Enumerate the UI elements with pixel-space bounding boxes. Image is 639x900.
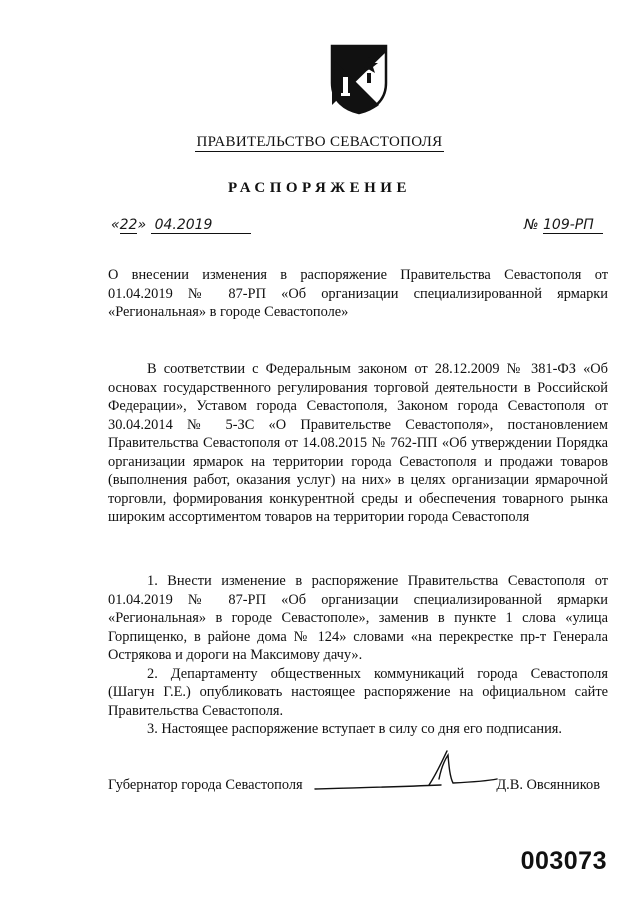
issuing-authority <box>0 134 639 151</box>
number-value: 109-РП <box>543 217 603 234</box>
date-month-year: 04.2019 <box>151 217 251 234</box>
resolution-items <box>108 572 608 739</box>
resolution-item: 3. Настоящее распоряжение вступает в силу со дня его подписания. <box>147 721 562 737</box>
document-type-title: РАСПОРЯЖЕНИЕ <box>228 180 411 196</box>
date-close-quote: » <box>137 217 147 233</box>
number-sign: № <box>524 217 539 233</box>
signature-block <box>108 769 608 809</box>
document-number <box>524 217 603 234</box>
signatory-name: Д.В. Овсянников <box>496 777 600 793</box>
signatory-title: Губернатор города Севастополя <box>108 777 303 793</box>
authority-name: ПРАВИТЕЛЬСТВО СЕВАСТОПОЛЯ <box>196 134 443 150</box>
date-day: 22 <box>119 217 138 233</box>
document-date <box>111 217 251 234</box>
form-serial-number: 003073 <box>520 847 607 875</box>
date-open-quote: « <box>111 217 120 233</box>
document-subject: О внесении изменения в распоряжение Правительства Севастополя от 01.04.2019 № 87-РП «Об организации специализированной ярмарки «Региональная» в городе Севастополе» <box>108 267 608 320</box>
sevastopol-coat-of-arms-icon <box>329 43 389 115</box>
resolution-item: 2. Департаменту общественных коммуникаций города Севастополя (Шагун Г.Е.) опубликовать настоящее распоряжение на официальном сайте Правительства Севастополя. <box>108 665 608 719</box>
preamble-paragraph: В соответствии с Федеральным законом от 28.12.2009 № 381-ФЗ «Об основах государственного регулирования торговой деятельности в Российской Федерации», Уставом города Севастополя, Законом города Севастополя от 30.04.2014 № 5-ЗС «О Правительстве Севастополя», постановлением Правительства Севастополя от 14.08.2015 № 762-ПП «Об утверждении Порядка организации ярмарок на территории города Севастополя и продажи товаров (выполнения работ, оказания услуг) на них» в целях организации ярмарочной торговли, формирования конкурентной среды и обеспечения товарного рынка широким ассортиментом товаров на территории города Севастополя <box>108 361 608 525</box>
handwritten-signature-icon <box>313 749 498 799</box>
resolution-item: 1. Внести изменение в распоряжение Правительства Севастополя от 01.04.2019 № 87-РП «Об организации специализированной ярмарки «Региональная» в городе Севастополе», заменив в пункте 1 слова «улица Горпищенко, в районе дома № 124» словами «на перекрестке пр-т Генерала Острякова и дороги на Максимову дачу». <box>108 573 608 663</box>
